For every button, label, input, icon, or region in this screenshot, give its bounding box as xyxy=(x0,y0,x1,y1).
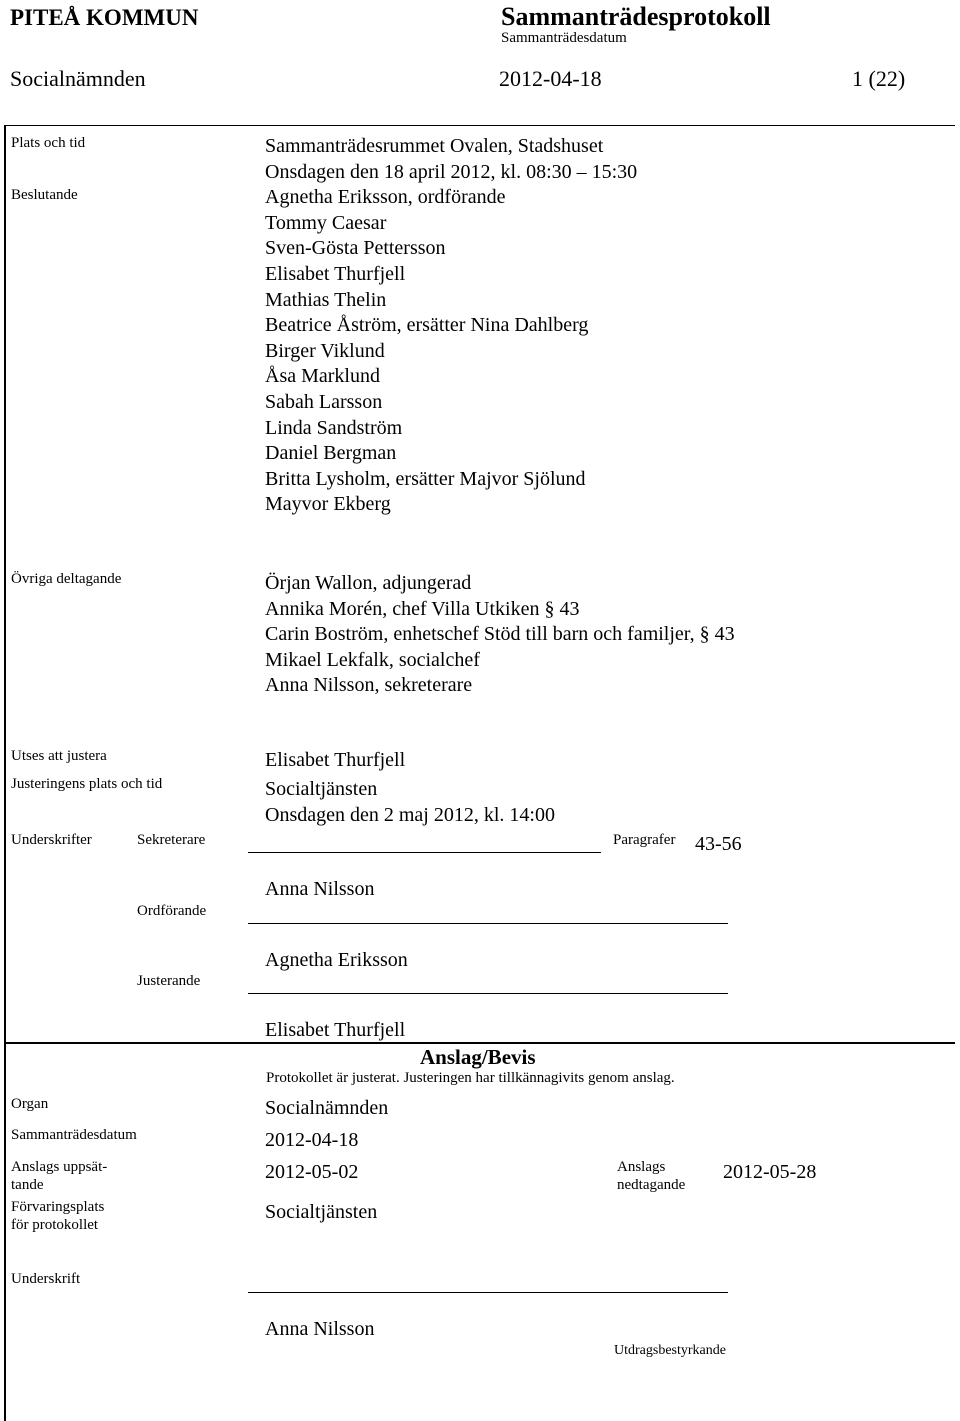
signature-name: Anna Nilsson xyxy=(265,1318,375,1340)
member-name: Sabah Larsson xyxy=(265,390,383,413)
posting-title: Anslag/Bevis xyxy=(420,1045,536,1069)
member-name: Daniel Bergman xyxy=(265,442,397,465)
signature-line xyxy=(248,1292,728,1293)
removed-label-line2: nedtagande xyxy=(617,1177,686,1193)
meeting-date: 2012-04-18 xyxy=(499,66,602,91)
chair-label: Ordförande xyxy=(137,903,207,919)
member-name: Mathias Thelin xyxy=(265,288,387,311)
adjustment-place-time-label: Justeringens plats och tid xyxy=(11,776,163,792)
signatures-label: Underskrifter xyxy=(11,832,92,848)
removed-label-line1: Anslags xyxy=(617,1159,666,1175)
storage-place: Socialtjänsten xyxy=(265,1201,378,1223)
adjuster-label: Justerande xyxy=(137,973,201,989)
member-name: Britta Lysholm, ersätter Majvor Sjölund xyxy=(265,467,586,490)
appointed-adjuster-label: Utses att justera xyxy=(11,748,107,764)
participant-name: Mikael Lekfalk, socialchef xyxy=(265,648,480,671)
meeting-place: Sammanträdesrummet Ovalen, Stadshuset xyxy=(265,135,604,157)
member-name: Tommy Caesar xyxy=(265,211,387,234)
paragraphs-label: Paragrafer xyxy=(613,832,676,848)
chair-signature-line xyxy=(248,923,728,924)
member-name: Linda Sandström xyxy=(265,416,403,439)
participant-name: Anna Nilsson, sekreterare xyxy=(265,674,473,697)
adjuster-name: Elisabet Thurfjell xyxy=(265,1019,406,1041)
appointed-adjuster: Elisabet Thurfjell xyxy=(265,749,406,771)
organ-label: Organ xyxy=(11,1096,49,1112)
signature-label: Underskrift xyxy=(11,1271,81,1287)
posted-label-line2: tande xyxy=(11,1177,44,1193)
posting-meeting-date-label: Sammanträdesdatum xyxy=(11,1127,137,1143)
municipality-name: PITEÅ KOMMUN xyxy=(10,5,199,30)
header-date-label: Sammanträdesdatum xyxy=(501,30,627,46)
meeting-list xyxy=(265,134,637,518)
secretary-label: Sekreterare xyxy=(137,832,206,848)
top-border xyxy=(4,125,955,126)
member-name: Agnetha Eriksson, ordförande xyxy=(265,186,506,209)
member-name: Birger Viklund xyxy=(265,339,385,362)
participant-name: Örjan Wallon, adjungerad xyxy=(265,572,472,594)
posting-meeting-date: 2012-04-18 xyxy=(265,1129,359,1151)
member-name: Åsa Marklund xyxy=(265,365,380,388)
decision-makers-label: Beslutande xyxy=(11,187,78,203)
removed-date: 2012-05-28 xyxy=(723,1161,817,1183)
page-number: 1 (22) xyxy=(852,66,906,91)
committee-name: Socialnämnden xyxy=(10,66,146,91)
others-label: Övriga deltagande xyxy=(11,571,122,587)
organ-value: Socialnämnden xyxy=(265,1097,389,1119)
document-title: Sammanträdesprotokoll xyxy=(501,2,771,31)
left-border xyxy=(4,125,6,1421)
others-list xyxy=(265,571,735,699)
certifier-label: Utdragsbestyrkande xyxy=(614,1343,726,1358)
secretary-signature-line xyxy=(248,852,601,853)
adjustment-time: Onsdagen den 2 maj 2012, kl. 14:00 xyxy=(265,804,555,826)
posted-label-line1: Anslags uppsät- xyxy=(11,1159,108,1175)
paragraphs-range: 43-56 xyxy=(695,833,742,855)
secretary-name: Anna Nilsson xyxy=(265,878,375,900)
participant-name: Annika Morén, chef Villa Utkiken § 43 xyxy=(265,597,580,620)
place-time-label: Plats och tid xyxy=(11,135,86,151)
member-name: Sven-Gösta Pettersson xyxy=(265,237,446,260)
posted-date: 2012-05-02 xyxy=(265,1161,359,1183)
posting-divider xyxy=(4,1042,955,1044)
posting-note: Protokollet är justerat. Justeringen har tillkännagivits genom anslag. xyxy=(266,1070,675,1086)
meeting-time: Onsdagen den 18 april 2012, kl. 08:30 – 15:30 xyxy=(265,160,638,183)
member-name: Elisabet Thurfjell xyxy=(265,262,406,285)
participant-name: Carin Boström, enhetschef Stöd till barn och familjer, § 43 xyxy=(265,623,735,646)
adjuster-signature-line xyxy=(248,993,728,994)
adjustment-place: Socialtjänsten xyxy=(265,778,378,800)
member-name: Beatrice Åström, ersätter Nina Dahlberg xyxy=(265,314,589,337)
storage-label-line2: för protokollet xyxy=(11,1217,99,1233)
chair-name: Agnetha Eriksson xyxy=(265,949,408,971)
member-name: Mayvor Ekberg xyxy=(265,493,391,516)
storage-label-line1: Förvaringsplats xyxy=(11,1199,105,1215)
